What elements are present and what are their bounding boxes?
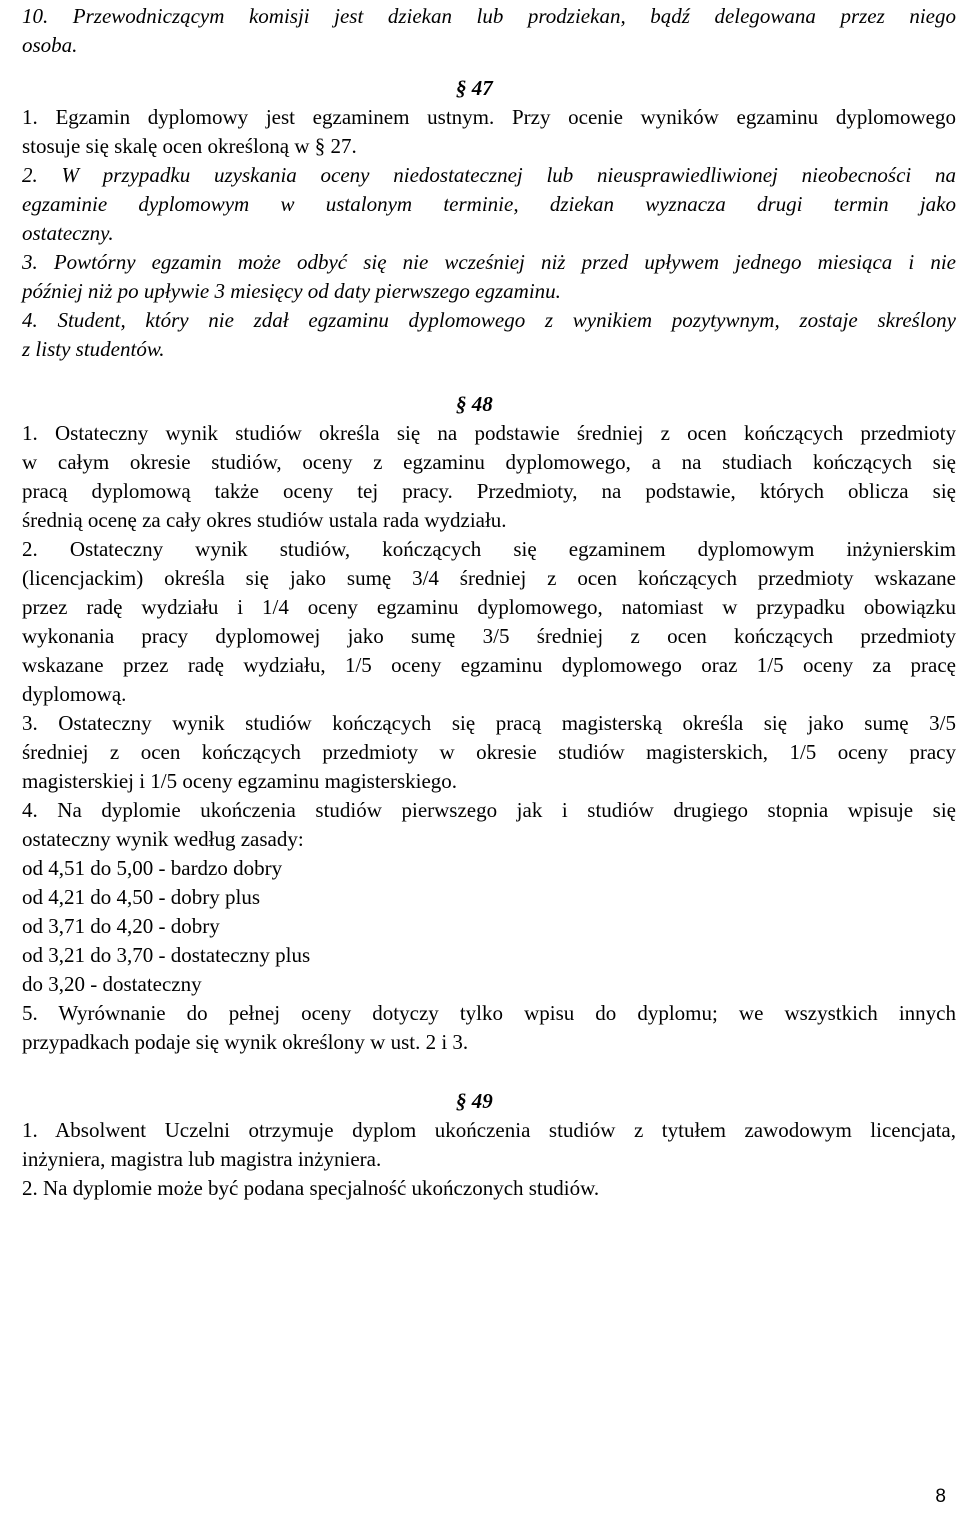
s48-point-3-line-1: 3. Ostateczny wynik studiów kończących się pracą magisterską określa się jako sumę 3/5	[22, 711, 956, 735]
s47-point-3-line-2: później niż po upływie 3 miesięcy od daty pierwszego egzaminu.	[22, 279, 561, 303]
s48-point-2-line-6: dyplomową.	[22, 682, 127, 706]
s47-point-1-line-2: stosuje się skalę ocen określoną w § 27.	[22, 134, 357, 158]
section-heading-49: § 49	[456, 1089, 493, 1113]
grade-scale-item: od 4,21 do 4,50 - dobry plus	[22, 885, 260, 909]
s48-point-2-line-2: (licencjackim) określa się jako sumę 3/4 średniej z ocen kończących przedmioty wskazane	[22, 566, 956, 590]
s47-point-4-line-1: 4. Student, który nie zdał egzaminu dyplomowego z wynikiem pozytywnym, zostaje skreślony	[22, 308, 956, 332]
s47-point-3-line-1: 3. Powtórny egzamin może odbyć się nie wcześniej niż przed upływem jednego miesiąca i nie	[22, 250, 956, 274]
s48-point-1-line-2: w całym okresie studiów, oceny z egzaminu dyplomowego, a na studiach kończących się	[22, 450, 956, 474]
s48-point-5-line-1: 5. Wyrównanie do pełnej oceny dotyczy tylko wpisu do dyplomu; we wszystkich innych	[22, 1001, 956, 1025]
s47-point-2-line-2: egzaminie dyplomowym w ustalonym terminie, dziekan wyznacza drugi termin jako	[22, 192, 956, 216]
s47-point-4-line-2: z listy studentów.	[22, 337, 165, 361]
s48-point-2-line-1: 2. Ostateczny wynik studiów, kończących się egzaminem dyplomowym inżynierskim	[22, 537, 956, 561]
grade-scale-item: od 3,21 do 3,70 - dostateczny plus	[22, 943, 311, 967]
s47-point-1-line-1: 1. Egzamin dyplomowy jest egzaminem ustnym. Przy ocenie wyników egzaminu dyplomowego	[22, 105, 956, 129]
s48-point-4-line-2: ostateczny wynik według zasady:	[22, 827, 304, 851]
s48-point-5-line-2: przypadkach podaje się wynik określony w ust. 2 i 3.	[22, 1030, 469, 1054]
section-heading-47: § 47	[456, 76, 493, 100]
section-heading-48: § 48	[456, 392, 493, 416]
s47-point-2-line-1: 2. W przypadku uzyskania oceny niedostatecznej lub nieusprawiedliwionej nieobecności na	[22, 163, 956, 187]
s48-point-2-line-5: wskazane przez radę wydziału, 1/5 oceny egzaminu dyplomowego oraz 1/5 oceny za pracę	[22, 653, 956, 677]
page-number: 8	[935, 1486, 946, 1507]
s47-point-2-line-3: ostateczny.	[22, 221, 114, 245]
s48-point-2-line-3: przez radę wydziału i 1/4 oceny egzaminu dyplomowego, natomiast w przypadku obowiązku	[22, 595, 956, 619]
paragraph-10-line-1: 10. Przewodniczącym komisji jest dziekan lub prodziekan, bądź delegowana przez niego	[22, 4, 956, 28]
s48-point-3-line-3: magisterskiej i 1/5 oceny egzaminu magisterskiego.	[22, 769, 458, 793]
s49-point-1-line-1: 1. Absolwent Uczelni otrzymuje dyplom ukończenia studiów z tytułem zawodowym licencjata,	[22, 1118, 956, 1142]
grade-scale-item: od 4,51 do 5,00 - bardzo dobry	[22, 856, 283, 880]
s48-point-2-line-4: wykonania pracy dyplomowej jako sumę 3/5 średniej z ocen kończących przedmioty	[22, 624, 956, 648]
grade-scale-item: do 3,20 - dostateczny	[22, 972, 202, 996]
s49-point-2-line-1: 2. Na dyplomie może być podana specjalność ukończonych studiów.	[22, 1176, 600, 1200]
s48-point-1-line-1: 1. Ostateczny wynik studiów określa się na podstawie średniej z ocen kończących przedmioty	[22, 421, 956, 445]
s48-point-3-line-2: średniej z ocen kończących przedmioty w okresie studiów magisterskich, 1/5 oceny pracy	[22, 740, 956, 764]
document-page	[22, 2, 956, 1203]
s48-point-1-line-4: średnią ocenę za cały okres studiów ustala rada wydziału.	[22, 508, 507, 532]
paragraph-10-line-2: osoba.	[22, 33, 78, 57]
s48-point-1-line-3: pracą dyplomową także oceny tej pracy. Przedmioty, na podstawie, których oblicza się	[22, 479, 956, 503]
grade-scale-item: od 3,71 do 4,20 - dobry	[22, 914, 220, 938]
s48-point-4-line-1: 4. Na dyplomie ukończenia studiów pierwszego jak i studiów drugiego stopnia wpisuje się	[22, 798, 956, 822]
s49-point-1-line-2: inżyniera, magistra lub magistra inżyniera.	[22, 1147, 382, 1171]
